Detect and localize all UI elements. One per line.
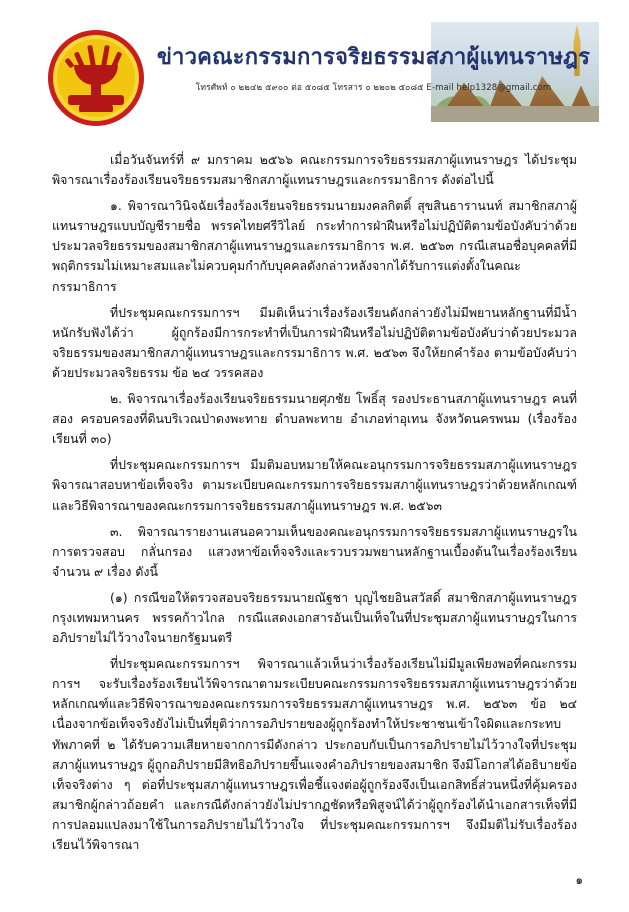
page-title: ข่าวคณะกรรมการจริยธรรมสภาผู้แทนราษฎร [156,45,591,70]
emblem-tray-shape [68,95,124,105]
paragraph-item-3: ๓. พิจารณารายงานเสนอความเห็นของคณะอนุกรรมการจริยธรรมสภาผู้แทนราษฎรในการตรวจสอบ กลั่นกรอง แสวงหาข้อเท็จจริงและรวบรวมพยานหลักฐานเบื้องต้นในเรื่องร้องเรียน จำนวน ๙ เรื่อง ดังนี้ [52,523,577,579]
paragraph-item-1: ๑. พิจารณาวินิจฉัยเรื่องร้องเรียนจริยธรรมนายมงคลกิตติ์ สุขสินธารานนท์ สมาชิกสภาผู้แทนราษฎรแบบบัญชีรายชื่อ พรรคไทยศรีวิไลย์ กระทำการฝ่าฝืนหรือไม่ปฏิบัติตามข้อบังคับว่าด้วยประมวลจริยธรรมของสมาชิกสภาผู้แทนราษฎรและกรรมาธิการ พ.ศ. ๒๕๖๓ กรณีเสนอชื่อบุคคลที่มีพฤติกรรมไม่เหมาะสมและไม่ควบคุมกำกับบุคคลดังกล่าวหลังจากได้รับการแต่งตั้งในคณะกรรมาธิการ [52,198,577,294]
paragraph-item-2: ๒. พิจารณาเรื่องร้องเรียนจริยธรรมนายศุภชัย โพธิ์สุ รองประธานสภาผู้แทนราษฎร คนที่สอง ครอบครองที่ดินบริเวณป่าดงพะทาย ตำบลพะทาย อำเภอท่าอุเทน จังหวัดนครพนม (เรื่องร้องเรียนที่ ๓๐) [52,391,577,447]
paragraph-item-2-resolution: ที่ประชุมคณะกรรมการฯ มีมติมอบหมายให้คณะอนุกรรมการจริยธรรมสภาผู้แทนราษฎรพิจารณาสอบหาข้อเท็จจริง ตามระเบียบคณะกรรมการจริยธรรมสภาผู้แทนราษฎรว่าด้วยหลักเกณฑ์ และวิธีพิจารณาของคณะกรรมการจริยธรรมสภาผู้แทนราษฎร พ.ศ. ๒๕๖๓ [52,457,577,513]
page-number: ๑ [575,873,583,887]
document-header [30,22,599,140]
building-base-shape [431,106,599,122]
emblem-base-shape [79,105,113,112]
emblem-inner-disc [57,39,135,117]
emblem-bowl-shape [74,65,118,85]
contact-line: โทรศัพท์ ๐ ๒๒๔๒ ๕๙๐๐ ต่อ ๕๐๘๕ โทรสาร ๐ ๒๒๐๒ ๕๐๘๕ E-mail help1328@gmail.com [195,82,552,93]
document-page [0,22,629,912]
paragraph-item-1-resolution: ที่ประชุมคณะกรรมการฯ มีมติเห็นว่าเรื่องร้องเรียนดังกล่าวยังไม่มีพยานหลักฐานที่มีน้ำหนักรับฟังได้ว่า ผู้ถูกร้องมีการกระทำที่เป็นการฝ่าฝืนหรือไม่ปฏิบัติตามข้อบังคับว่าด้วยประมวลจริยธรรมของสมาชิกสภาผู้แทนราษฎรและกรรมาธิการ พ.ศ. ๒๕๖๓ จึงให้ยกคำร้อง ตามข้อบังคับว่าด้วยประมวลจริยธรรม ข้อ ๒๔ วรรคสอง [52,304,577,380]
emblem-rays-icon [70,41,122,67]
title-block [148,44,599,94]
document-body [52,150,577,855]
paragraph-intro: เมื่อวันจันทร์ที่ ๙ มกราคม ๒๕๖๖ คณะกรรมการจริยธรรมสภาผู้แทนราษฎร ได้ประชุมพิจารณาเรื่องร้องเรียนจริยธรรมสมาชิกสภาผู้แทนราษฎรและกรรมาธิการ ดังต่อไปนี้ [52,152,577,188]
garuda-wheel-emblem [48,30,144,126]
paragraph-subitem-1-resolution: ที่ประชุมคณะกรรมการฯ พิจารณาแล้วเห็นว่าเรื่องร้องเรียนไม่มีมูลเพียงพอที่คณะกรรมการฯ จะรับเรื่องร้องเรียนไว้พิจารณาตามระเบียบคณะกรรมการจริยธรรมสภาผู้แทนราษฎรว่าด้วยหลักเกณฑ์และวิธีพิจารณาของคณะกรรมการจริยธรรมสภาผู้แทนราษฎร พ.ศ. ๒๕๖๓ ข้อ ๒๔ เนื่องจากข้อเท็จจริงยังไม่เป็นที่ยุติว่าการอภิปรายของผู้ถูกร้องทำให้ประชาชนเข้าใจผิดและกระทบทัพภาคที่ ๒ ได้รับความเสียหายจากการมีดังกล่าว ประกอบกับเป็นการอภิปรายไม่ไว้วางใจที่ประชุมสภาผู้แทนราษฎร ผู้ถูกอภิปรายมีสิทธิอภิปรายขึ้นแจงคำอภิปรายของสมาชิก จึงมีโอกาสได้อธิบายข้อเท็จจริงต่าง ๆ ต่อที่ประชุมสภาผู้แทนราษฎรเพื่อชี้แจงต่อผู้ถูกร้องจึงเป็นเอกสิทธิ์ส่วนหนึ่งที่คุ้มครองสมาชิกผู้กล่าวถ้อยคำ และกรณีดังกล่าวยังไม่ปรากฏชัดหรือพิสูจน์ได้ว่าผู้ถูกร้องได้นำเอกสารเท็จที่มีการปลอมแปลงมาใช้ในการอภิปรายไม่ไว้วางใจ ที่ประชุมคณะกรรมการฯ จึงมีมติไม่รับเรื่องร้องเรียนไว้พิจารณา [52,656,577,852]
paragraph-subitem-1: (๑) กรณีขอให้ตรวจสอบจริยธรรมนายณัฐชา บุญไชยอินสวัสดิ์ สมาชิกสภาผู้แทนราษฎรกรุงเทพมหานคร พรรคก้าวไกล กรณีแสดงเอกสารอันเป็นเท็จในที่ประชุมสภาผู้แทนราษฎรในการอภิปรายไม่ไว้วางใจนายกรัฐมนตรี [52,589,577,646]
